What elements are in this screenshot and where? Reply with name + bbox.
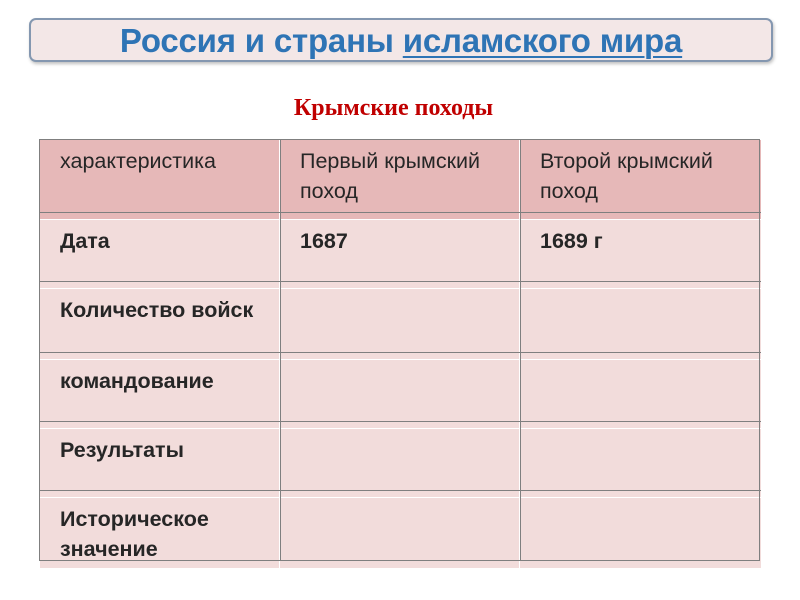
table-column-divider [280,139,281,561]
cell-command-first [280,360,520,429]
cell-date-second: 1689 г [520,220,762,289]
table-row [40,498,762,569]
slide-title [119,21,683,59]
table-column-divider [520,139,521,561]
table-row [40,360,762,429]
cell-troops-second [520,289,762,360]
cell-troops-first [280,289,520,360]
cell-results-first [280,429,520,498]
cell-significance-first [280,498,520,569]
cell-significance-second [520,498,762,569]
header-first-campaign: Первый крымский поход [280,140,520,220]
slide-title-part2: исламского мира [402,21,683,59]
table-row [40,220,762,289]
slide-title-box [29,18,773,62]
row-label-command: командование [40,360,280,429]
header-second-campaign: Второй крымский поход [520,140,762,220]
cell-command-second [520,360,762,429]
row-label-troops: Количество войск [40,289,280,360]
cell-results-second [520,429,762,498]
table-row-divider [39,352,761,353]
table-row-divider [39,490,761,491]
table-row [40,429,762,498]
table-row-divider [39,212,761,213]
table-row-divider [39,421,761,422]
row-label-significance: Историческое значение [40,498,280,569]
row-label-results: Результаты [40,429,280,498]
row-label-date: Дата [40,220,280,289]
slide-title-part1: Россия и страны [119,21,403,59]
table-header-row [40,140,762,220]
cell-date-first: 1687 [280,220,520,289]
table-row-divider [39,281,761,282]
table-row [40,289,762,360]
slide-subtitle: Крымские походы [293,95,494,121]
header-characteristic: характеристика [40,140,280,220]
crimean-campaigns-table [39,139,762,569]
